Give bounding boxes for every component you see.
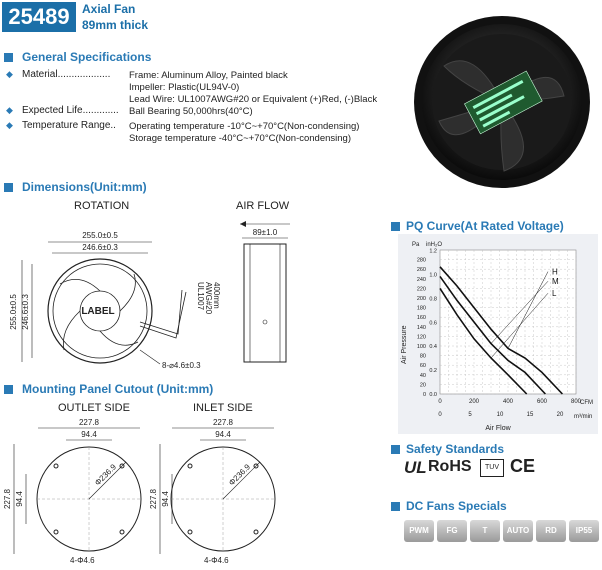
y-tick-pa: 200	[416, 296, 426, 302]
model-number: 25489	[2, 2, 76, 32]
y-tick-inh2o: 1.0	[429, 272, 437, 279]
fan-label: LABEL	[81, 306, 115, 317]
wire-spec-3: 400mm	[212, 282, 221, 309]
x-axis-label: Air Flow	[485, 425, 511, 432]
ul-mark: UL	[404, 458, 427, 477]
inlet-dim-inner-v: 94.4	[161, 491, 170, 507]
y-tick-pa: 220	[416, 286, 426, 293]
y-tick-pa: 180	[416, 305, 426, 312]
dim-inner: 246.6±0.3	[82, 243, 118, 252]
y-tick-inh2o: 0.8	[429, 296, 437, 303]
rd-icon: RD	[536, 520, 566, 542]
bullet-icon: ◆	[6, 120, 13, 130]
outlet-holes: 4-Φ4.6	[70, 556, 95, 565]
y-tick-pa: 160	[416, 315, 426, 322]
material-wire: Lead Wire: UL1007AWG#20 or Equivalent (+)Red, (-)Black	[129, 94, 378, 105]
x-tick-cfm: 800	[570, 399, 582, 405]
material-frame: Frame: Aluminum Alloy, Painted black	[129, 70, 288, 81]
outlet-dim-outer: 227.8	[78, 418, 100, 427]
inlet-holes: 4-Φ4.6	[204, 556, 229, 565]
panel-title: Mounting Panel Cutout (Unit:mm)	[22, 382, 214, 396]
y-tick-pa: 60	[419, 363, 426, 370]
y-tick-inh2o: 0.0	[429, 392, 437, 398]
product-thickness: 89mm thick	[82, 18, 149, 32]
section-marker	[4, 183, 13, 192]
y-tick-pa: 0	[422, 392, 426, 398]
x-tick-m3: 10	[496, 412, 504, 418]
outlet-dim-inner-v: 94.4	[15, 491, 24, 507]
y-tick-inh2o: 0.4	[429, 344, 437, 351]
y-tick-inh2o: 1.2	[429, 248, 437, 255]
life-value: Ball Bearing 50,000hrs(40°C)	[129, 106, 253, 117]
general-spec-title: General Specifications	[22, 50, 152, 64]
x-tick-m3: 20	[556, 412, 564, 418]
thickness: 89±1.0	[252, 228, 278, 237]
pq-title: PQ Curve(At Rated Voltage)	[406, 219, 564, 233]
ip55-icon: IP55	[569, 520, 599, 542]
inlet-dim-outer: 227.8	[212, 418, 234, 427]
thermal-icon: T	[470, 520, 500, 542]
y-tick-pa: 140	[416, 324, 426, 331]
mount-holes: 8-⌀4.6±0.3	[162, 361, 201, 370]
series-label-M: M	[552, 277, 559, 287]
y-tick-inh2o: 0.6	[429, 320, 437, 327]
y-tick-pa: 40	[419, 372, 426, 379]
x-tick-cfm: 0	[438, 399, 442, 405]
series-label-L: L	[552, 289, 557, 299]
dimensions-title: Dimensions(Unit:mm)	[22, 180, 147, 194]
dimension-drawing	[0, 212, 300, 382]
x-unit-cfm: CFM	[580, 400, 593, 406]
y-unit-pa: Pa	[412, 242, 420, 248]
x-tick-m3: 15	[526, 412, 534, 418]
wire-spec-2: AWG#20	[204, 282, 213, 315]
y-tick-pa: 240	[416, 276, 426, 283]
temp-label: Temperature Range..	[22, 120, 116, 131]
bullet-icon: ◆	[6, 69, 13, 79]
outlet-dim-outer-v: 227.8	[3, 488, 12, 510]
auto-icon: AUTO	[503, 520, 533, 542]
inlet-diameter: Φ236.9	[227, 462, 253, 488]
dim-outer: 255.0±0.5	[82, 231, 118, 240]
tuv-mark: TUV	[480, 459, 504, 477]
series-label-H: H	[552, 267, 558, 277]
specials-title: DC Fans Specials	[406, 499, 507, 513]
fg-icon: FG	[437, 520, 467, 542]
x-unit-m3: m³/min	[574, 414, 593, 420]
inlet-dim-outer-v: 227.8	[149, 488, 158, 510]
section-marker	[391, 502, 400, 511]
outlet-label: OUTLET SIDE	[58, 402, 130, 414]
material-label: Material...................	[22, 69, 111, 80]
material-impeller: Impeller: Plastic(UL94V-0)	[129, 82, 240, 93]
x-tick-cfm: 600	[536, 399, 548, 405]
wire-spec-1: UL1007	[196, 282, 205, 311]
section-marker	[391, 445, 400, 454]
panel-drawing	[0, 414, 300, 570]
y-tick-pa: 120	[416, 334, 426, 341]
outlet-dim-inner: 94.4	[81, 430, 97, 439]
section-marker	[391, 222, 400, 231]
x-tick-cfm: 200	[468, 399, 480, 405]
rohs-mark: RoHS	[428, 458, 472, 475]
rotation-label: ROTATION	[74, 200, 130, 212]
dim-inner-v: 246.6±0.3	[21, 294, 30, 330]
y-tick-pa: 20	[419, 382, 426, 389]
ce-mark: CE	[510, 456, 536, 476]
dim-outer-v: 255.0±0.5	[9, 294, 18, 330]
y-tick-pa: 260	[416, 267, 426, 274]
y-tick-inh2o: 0.2	[429, 368, 437, 375]
section-marker	[4, 385, 13, 394]
x-tick-m3: 5	[468, 412, 472, 418]
product-type: Axial Fan	[82, 2, 136, 16]
airflow-label: AIR FLOW	[236, 200, 290, 212]
y-tick-pa: 80	[419, 353, 426, 360]
bullet-icon: ◆	[6, 105, 13, 115]
x-tick-cfm: 400	[502, 399, 514, 405]
pwm-icon: PWM	[404, 520, 434, 542]
inlet-dim-inner: 94.4	[215, 430, 231, 439]
y-axis-label: Air Pressure	[401, 325, 408, 364]
section-marker	[4, 53, 13, 62]
temp-operating: Operating temperature -10°C~+70°C(Non-condensing)	[129, 121, 360, 132]
pq-chart	[398, 234, 598, 434]
x-tick-m3: 0	[438, 412, 442, 418]
temp-storage: Storage temperature -40°C~+70°C(Non-condensing)	[129, 133, 351, 144]
life-label: Expected Life.............	[22, 105, 119, 116]
y-unit-inh2o: inH₂O	[426, 242, 442, 248]
y-tick-pa: 280	[416, 257, 426, 264]
y-tick-pa: 100	[416, 344, 426, 350]
fan-photo	[404, 6, 594, 192]
outlet-diameter: Φ236.9	[93, 462, 119, 488]
inlet-label: INLET SIDE	[193, 402, 253, 414]
safety-title: Safety Standards	[406, 442, 505, 456]
